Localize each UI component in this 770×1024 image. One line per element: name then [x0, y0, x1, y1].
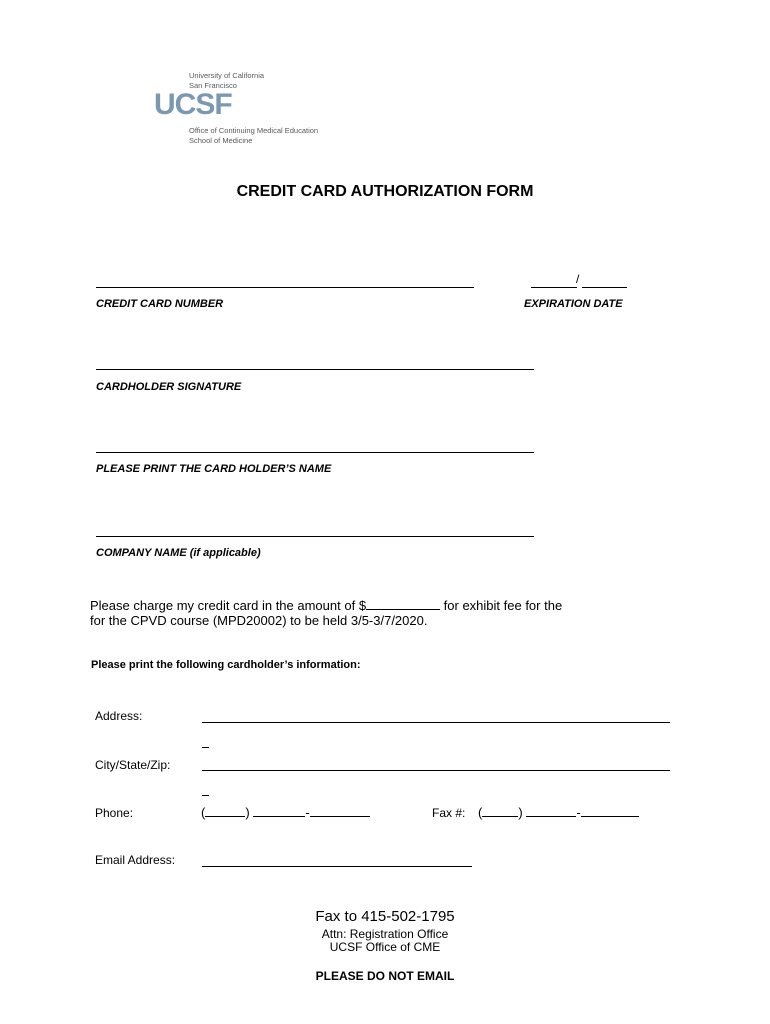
charge-line-2: for the CPVD course (MPD20002) to be held 3/5-3/7/2020. — [90, 613, 428, 628]
signature-field[interactable] — [96, 369, 534, 370]
logo-org-line1: University of California — [189, 71, 265, 80]
signature-label: CARDHOLDER SIGNATURE — [96, 381, 242, 393]
charge-line-1 — [90, 597, 562, 614]
address-field-wrap — [202, 747, 209, 748]
email-field[interactable] — [202, 866, 472, 867]
fax-instruction: Fax to 415-502-1795 — [315, 908, 455, 925]
city-field[interactable] — [202, 770, 670, 771]
info-heading: Please print the following cardholder’s information: — [91, 659, 361, 671]
phone-line-field[interactable] — [310, 816, 370, 817]
company-field[interactable] — [96, 536, 534, 537]
print-name-label: PLEASE PRINT THE CARD HOLDER’S NAME — [96, 463, 332, 475]
dollar-sign: $ — [358, 598, 367, 613]
fax-area-code-field[interactable] — [482, 816, 518, 817]
charge-suffix: for exhibit fee for the — [440, 598, 563, 613]
phone-label: Phone: — [95, 806, 134, 820]
logo-org-line2: San Francisco — [189, 81, 237, 90]
form-title: CREDIT CARD AUTHORIZATION FORM — [236, 183, 534, 200]
office-line: UCSF Office of CME — [329, 940, 441, 954]
fax-field[interactable]: ( ) - — [478, 805, 639, 820]
expiration-label: EXPIRATION DATE — [524, 298, 623, 310]
fax-label: Fax #: — [432, 806, 466, 820]
charge-prefix: Please charge my credit card in the amount of — [90, 598, 359, 613]
logo-dept-line2: School of Medicine — [189, 136, 253, 145]
address-field[interactable] — [202, 722, 670, 723]
fax-line-field[interactable] — [581, 816, 639, 817]
ucsf-logo: UCSF — [154, 88, 232, 121]
phone-prefix-field[interactable] — [253, 816, 305, 817]
email-label: Email Address: — [95, 853, 176, 867]
amount-field[interactable] — [366, 597, 440, 610]
print-name-field[interactable] — [96, 452, 534, 453]
expiration-slash: / — [576, 272, 580, 286]
no-email-notice: PLEASE DO NOT EMAIL — [315, 969, 455, 983]
address-label: Address: — [95, 709, 143, 723]
expiration-month-field[interactable] — [531, 287, 577, 288]
fax-prefix-field[interactable] — [526, 816, 576, 817]
expiration-year-field[interactable] — [582, 287, 627, 288]
phone-field[interactable]: ( ) - — [201, 805, 370, 820]
city-label: City/State/Zip: — [95, 758, 171, 772]
company-label: COMPANY NAME (if applicable) — [96, 547, 261, 559]
card-number-label: CREDIT CARD NUMBER — [96, 298, 224, 310]
city-field-wrap — [202, 795, 209, 796]
phone-area-code-field[interactable] — [205, 816, 245, 817]
card-number-field[interactable] — [96, 287, 474, 288]
logo-dept-line1: Office of Continuing Medical Education — [189, 126, 319, 135]
attn-line: Attn: Registration Office — [321, 927, 449, 941]
